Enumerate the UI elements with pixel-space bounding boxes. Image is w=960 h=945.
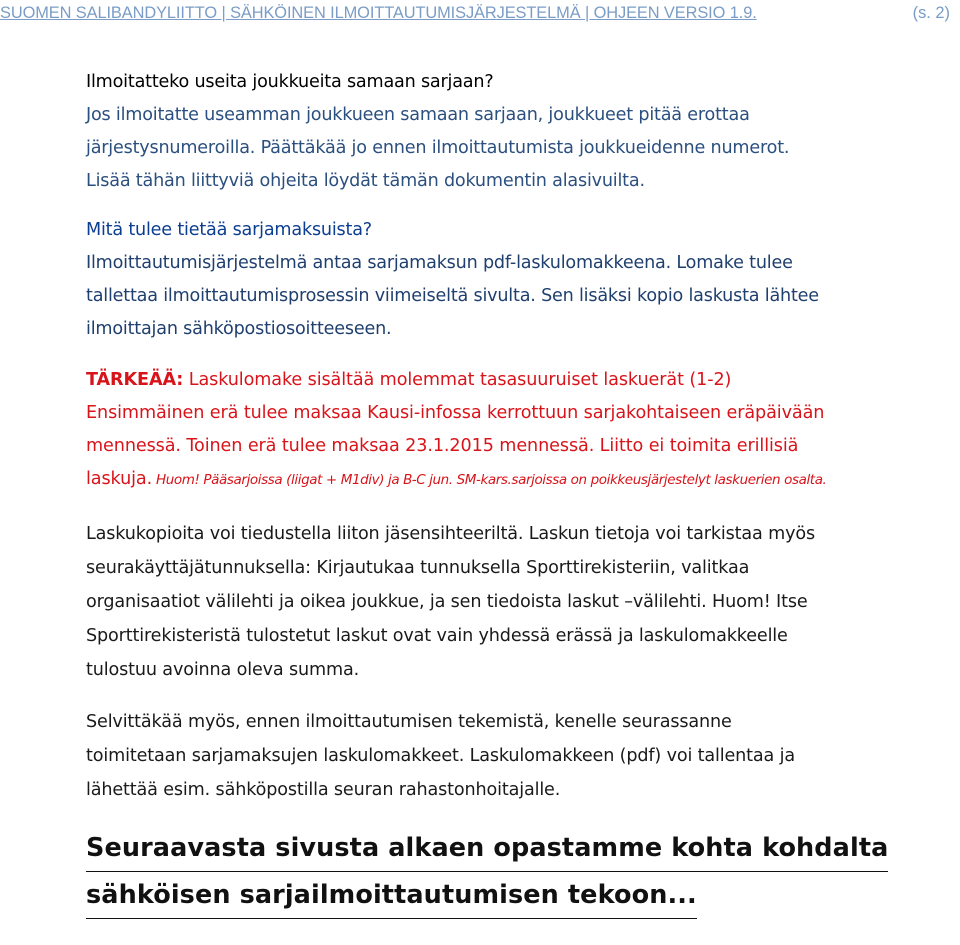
page-number: (s. 2) xyxy=(912,4,950,22)
section-heading: Ilmoitatteko useita joukkueita samaan sarjaan? xyxy=(86,72,494,92)
section-fees xyxy=(86,214,956,346)
body-line: Laskukopioita voi tiedustella liiton jäsensihteeriltä. Laskun tietoja voi tarkistaa myös xyxy=(86,524,815,544)
important-notice xyxy=(86,364,956,497)
body-line: seurakäyttäjätunnuksella: Kirjautukaa tunnuksella Sporttirekisteriin, valitkaa xyxy=(86,558,750,578)
body-line: järjestysnumeroilla. Päättäkää jo ennen ilmoittautumista joukkueidenne numerot. xyxy=(86,138,790,158)
important-line: TÄRKEÄÄ: Laskulomake sisältää molemmat tasasuuruiset laskuerät (1-2) xyxy=(86,370,732,390)
document-title: SUOMEN SALIBANDYLIITTO | SÄHKÖINEN ILMOITTAUTUMISJÄRJESTELMÄ | OHJEEN VERSIO 1.9. xyxy=(0,4,757,22)
page-header xyxy=(0,2,960,30)
important-line: laskuja. Huom! Pääsarjoissa (liigat + M1div) ja B-C jun. SM-kars.sarjoissa on poikkeusjärjestelyt laskuerien osalta. xyxy=(86,469,827,489)
delivery-paragraph xyxy=(86,705,956,807)
section-heading: Mitä tulee tietää sarjamaksuista? xyxy=(86,220,372,240)
body-line: Lisää tähän liittyviä ohjeita löydät tämän dokumentin alasivuilta. xyxy=(86,171,645,191)
body-line: lähettää esim. sähköpostilla seuran rahastonhoitajalle. xyxy=(86,780,561,800)
exception-note: Huom! Pääsarjoissa (liigat + M1div) ja B-C jun. SM-kars.sarjoissa on poikkeusjärjestelyt laskuerien osalta. xyxy=(152,472,827,488)
important-line: Ensimmäinen erä tulee maksaa Kausi-infossa kerrottuun sarjakohtaiseen eräpäivään xyxy=(86,403,825,423)
body-line: Jos ilmoitatte useamman joukkueen samaan sarjaan, joukkueet pitää erottaa xyxy=(86,105,750,125)
body-line: toimitetaan sarjamaksujen laskulomakkeet. Laskulomakkeen (pdf) voi tallentaa ja xyxy=(86,746,795,766)
important-label: TÄRKEÄÄ: xyxy=(86,370,184,390)
body-line: ilmoittajan sähköpostiosoitteeseen. xyxy=(86,319,392,339)
closing-line: Seuraavasta sivusta alkaen opastamme kohta kohdalta xyxy=(86,825,956,872)
body-line: organisaatiot välilehti ja oikea joukkue, ja sen tiedoista laskut –välilehti. Huom! Itse xyxy=(86,592,808,612)
document-body xyxy=(86,66,956,919)
body-line: tulostuu avoinna oleva summa. xyxy=(86,660,360,680)
important-line: mennessä. Toinen erä tulee maksaa 23.1.2015 mennessä. Liitto ei toimita erillisiä xyxy=(86,436,799,456)
body-line: Ilmoittautumisjärjestelmä antaa sarjamaksun pdf-laskulomakkeena. Lomake tulee xyxy=(86,253,793,273)
body-line: tallettaa ilmoittautumisprosessin viimeiseltä sivulta. Sen lisäksi kopio laskusta lähtee xyxy=(86,286,819,306)
section-multiple-teams xyxy=(86,66,956,198)
body-line: Sporttirekisteristä tulostetut laskut ovat vain yhdessä erässä ja laskulomakkeelle xyxy=(86,626,788,646)
invoice-copy-paragraph xyxy=(86,517,956,687)
closing-statement xyxy=(86,825,956,919)
closing-line: sähköisen sarjailmoittautumisen tekoon... xyxy=(86,872,956,919)
body-line: Selvittäkää myös, ennen ilmoittautumisen tekemistä, kenelle seurassanne xyxy=(86,712,732,732)
